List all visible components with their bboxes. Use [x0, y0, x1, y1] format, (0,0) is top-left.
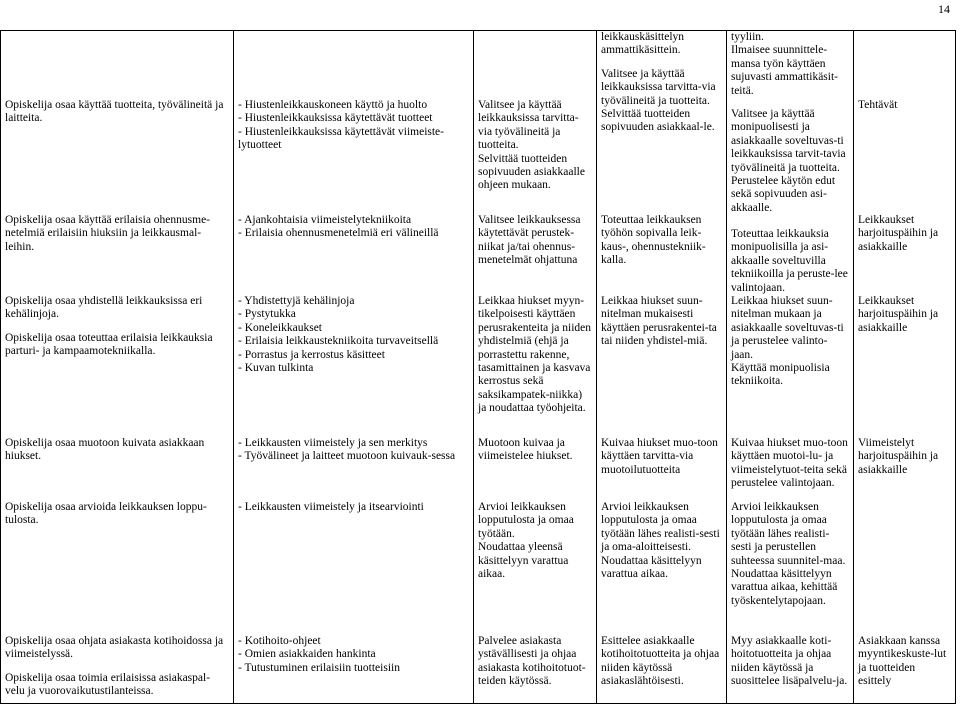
section-5	[731, 501, 849, 608]
section-4	[601, 437, 722, 477]
section-5	[478, 501, 592, 581]
cell-text: Muotoon kuivaa ja viimeistelee hiukset.	[478, 437, 573, 463]
section-6	[238, 635, 469, 675]
cell-text: - Ajankohtaisia viimeistelytekniikoita - Erilaisia ohennusmenetelmiä eri välineillä	[238, 214, 439, 240]
cell-text: Leikkaa hiukset myyn-tikelpoisesti käyttäen perusrakenteita ja niiden yhdistelmiä (ehjä ja porrastettu rakenne, tasamittainen ja kasvava kerrostus sekä saksikampatek-niikka) ja noudattaa työohjeita.	[478, 295, 592, 415]
cell-text: Opiskelija osaa käyttää tuotteita, työvälineitä ja laitteita.	[5, 99, 224, 125]
section-2	[5, 214, 229, 254]
cell-text: - Yhdistettyjä kehälinjoja - Pystytukka - Koneleikkaukset - Erilaisia leikkaustekniikoita turvaveitsellä - Porrastus ja kerrostus käsitteet - Kuvan tulkinta	[238, 295, 439, 375]
section-1	[478, 99, 592, 193]
section-1	[5, 99, 229, 126]
section-5	[5, 501, 229, 528]
section-2	[858, 214, 951, 254]
cell-text: tyyliin. Ilmaisee suunnittele-mansa työn käyttäen sujuvasti ammattikäsit-teitä.	[731, 31, 838, 97]
cell-text: Opiskelija osaa ohjata asiakasta kotihoidossa ja viimeistelyssä.	[5, 635, 224, 661]
column-criteria-excellent	[727, 31, 854, 704]
page-number: 14	[938, 2, 950, 16]
column-criteria-good	[597, 31, 727, 704]
cell-text: Valitsee ja käyttää monipuolisesti ja asiakkaalle soveltuvas-ti leikkauksissa tarvit-tavia työvälineitä ja tuotteita. Perustelee käytön edut sekä sopivuuden asi-akkaalle.	[731, 108, 846, 214]
cell-text: Opiskelija osaa toteuttaa erilaisia leikkauksia parturi- ja kampaamotekniikalla.	[5, 331, 213, 358]
section-4	[731, 437, 849, 491]
column-tasks	[854, 31, 956, 704]
column-criteria-satisfactory	[474, 31, 597, 704]
section-1	[601, 31, 722, 135]
cell-text: leikkauskäsittelyn ammattikäsittein.	[601, 31, 685, 57]
cell-text: Palvelee asiakasta ystävällisesti ja ohjaa asiakasta kotihoitotuot-teiden käytössä.	[478, 635, 586, 688]
cell-text: Viimeistelyt harjoituspäihin ja asiakkaille	[858, 437, 939, 476]
section-2	[478, 214, 592, 268]
section-6	[858, 635, 951, 689]
cell-text: Leikkaukset harjoituspäihin ja asiakkaille	[858, 295, 939, 334]
section-4	[858, 437, 951, 477]
cell-text: Arvioi leikkauksen lopputulosta ja omaa työtään. Noudattaa yleensä käsittelyyn varattua aikaa.	[478, 501, 574, 581]
section-6	[601, 635, 722, 689]
section-3	[238, 295, 469, 375]
assessment-table	[0, 30, 956, 704]
cell-text: Leikkaa hiukset suun-nitelman mukaan ja asiakkaalle soveltuvas-ti ja perustelee valinto-jaan. Käyttää monipuolisia tekniikoita.	[731, 295, 844, 388]
column-learning-objectives	[1, 31, 234, 704]
section-3	[858, 295, 951, 335]
cell-text: - Leikkausten viimeistely ja itsearviointi	[238, 501, 424, 513]
section-3	[731, 295, 849, 389]
section-1	[858, 99, 951, 112]
cell-text: Toteuttaa leikkauksen työhön sopivalla leik-kaus-, ohennustekniik-kalla.	[601, 214, 706, 267]
section-2	[601, 214, 722, 268]
cell-text: - Kotihoito-ohjeet - Omien asiakkaiden hankinta - Tutustuminen erilaisiin tuotteisiin	[238, 635, 400, 674]
cell-text: Tehtävät	[858, 99, 898, 111]
cell-text: Valitsee leikkauksessa käytettävät perustek-niikat ja/tai ohennus-menetelmät ohjattuna	[478, 214, 581, 267]
section-1	[238, 99, 469, 153]
cell-text: Valitsee ja käyttää leikkauksissa tarvitta-via työvälineitä ja tuotteita. Selvittää tuotteiden sopivuuden asiakkaalle ohjeen mukaan.	[478, 99, 585, 192]
cell-text: - Leikkausten viimeistely ja sen merkitys - Työvälineet ja laitteet muotoon kuivauk-sessa	[238, 437, 456, 463]
section-6	[5, 635, 229, 699]
cell-text: Toteuttaa leikkauksia monipuolisilla ja asi-akkaalle soveltuvilla tekniikoilla ja peruste-lee valintojaan.	[731, 228, 848, 294]
cell-text: Opiskelija osaa yhdistellä leikkauksissa eri kehälinjoja.	[5, 295, 203, 321]
cell-text: - Hiustenleikkauskoneen käyttö ja huolto - Hiustenleikkauksissa käytettävät tuotteet - Hiustenleikkauksissa käytettävät viimeiste-lytuotteet	[238, 99, 444, 152]
section-4	[478, 437, 592, 464]
cell-text: Opiskelija osaa käyttää erilaisia ohennusme-netelmiä erilaisiin hiuksiin ja leikkausmal-leihin.	[5, 214, 211, 253]
cell-text: Myy asiakkaalle koti-hoitotuotteita ja ohjaa niiden käytössä ja suosittelee lisäpalvelu-ja.	[731, 635, 848, 688]
column-content	[234, 31, 474, 704]
cell-text: Leikkaukset harjoituspäihin ja asiakkaille	[858, 214, 939, 253]
section-5	[601, 501, 722, 581]
section-3	[5, 295, 229, 359]
cell-text: Arvioi leikkauksen lopputulosta ja omaa työtään lähes realisti-sesti ja oma-aloitteisesti. Noudattaa käsittelyyn varattua aikaa.	[601, 501, 720, 581]
cell-text: Opiskelija osaa arvioida leikkauksen loppu-tulosta.	[5, 501, 207, 527]
cell-text: Opiskelija osaa muotoon kuivata asiakkaan hiukset.	[5, 437, 205, 463]
cell-text: Valitsee ja käyttää leikkauksissa tarvitta-via työvälineitä ja tuotteita. Selvittää tuotteiden sopivuuden asiakkaal-le.	[601, 67, 716, 134]
section-6	[731, 635, 849, 689]
table-row	[1, 31, 956, 704]
section-5	[238, 501, 469, 514]
cell-text: Asiakkaan kanssa myyntikeskuste-lut ja tuotteiden esittely	[858, 635, 947, 688]
cell-text: Esittelee asiakkaalle kotihoitotuotteita ja ohjaa niiden käytössä asiakaslähtöisesti.	[601, 635, 720, 688]
cell-text: Opiskelija osaa toimia erilaisissa asiakaspal-velu ja vuorovaikutustilanteissa.	[5, 671, 211, 698]
section-3	[478, 295, 592, 416]
section-3	[601, 295, 722, 349]
section-1	[731, 31, 849, 215]
cell-text: Arvioi leikkauksen lopputulosta ja omaa työtään lähes realisti-sesti ja perustellen suhteessa suunnitel-maa. Noudattaa käsittelyyn varattua aikaa, kehittää työskentelytapojaan.	[731, 501, 846, 607]
section-4	[238, 437, 469, 464]
cell-text: Kuivaa hiukset muo-toon käyttäen muotoi-lu- ja viimeistelytuot-teita sekä perustelee valintojaan.	[731, 437, 848, 490]
cell-text: Leikkaa hiukset suun-nitelman mukaisesti käyttäen perusrakentei-ta tai niiden yhdistel-miä.	[601, 295, 717, 348]
cell-text: Kuivaa hiukset muo-toon käyttäen tarvitta-via muotoilutuotteita	[601, 437, 718, 476]
section-6	[478, 635, 592, 689]
section-2	[731, 228, 849, 295]
section-4	[5, 437, 229, 464]
section-2	[238, 214, 469, 241]
